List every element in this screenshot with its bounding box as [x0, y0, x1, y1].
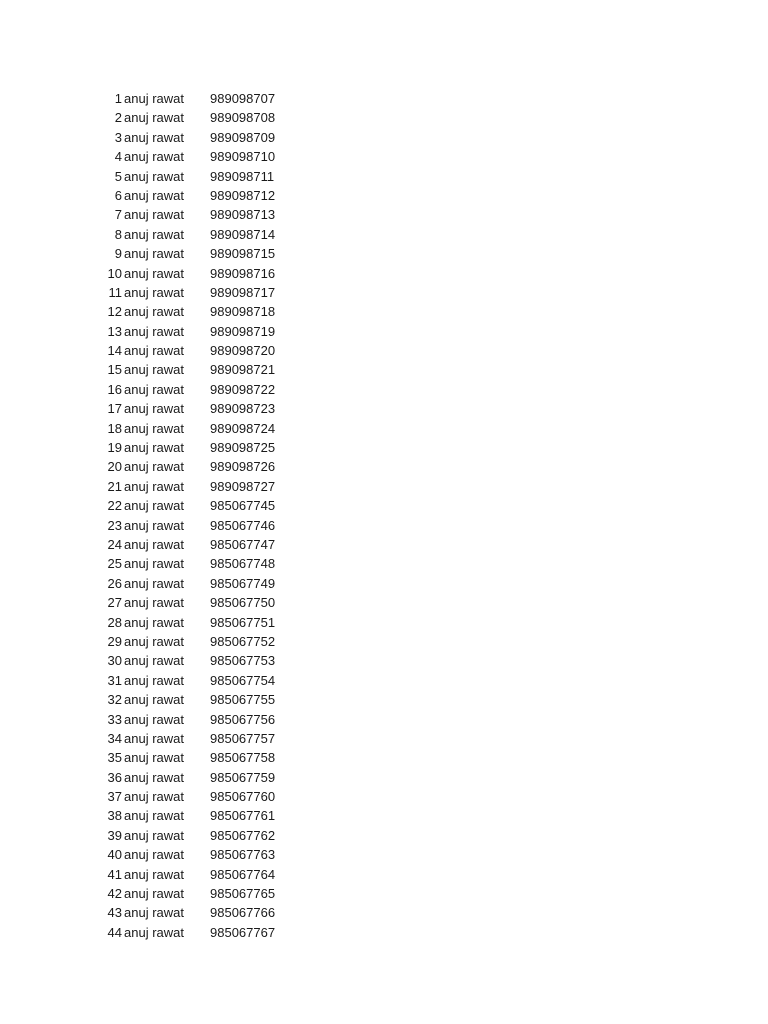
contact-number: 989098727	[210, 478, 276, 494]
contact-name: anuj rawat	[124, 459, 184, 475]
contact-number: 985067749	[210, 575, 276, 591]
contact-number: 985067754	[210, 672, 276, 688]
contact-number: 989098714	[210, 226, 276, 242]
row-number: 8	[114, 226, 122, 242]
contact-number: 989098725	[210, 440, 276, 456]
row-number: 35	[107, 750, 122, 766]
row-number: 6	[114, 187, 122, 203]
contact-number: 985067761	[210, 808, 276, 824]
contact-name: anuj rawat	[124, 827, 184, 843]
contact-number: 985067767	[210, 924, 276, 940]
row-number: 30	[107, 653, 122, 669]
row-number: 2	[114, 110, 122, 126]
contact-name: anuj rawat	[124, 866, 184, 882]
contact-number: 989098717	[210, 284, 276, 300]
contact-number: 989098723	[210, 401, 276, 417]
contact-number: 985067760	[210, 789, 276, 805]
row-number: 11	[108, 284, 122, 300]
row-number: 12	[107, 304, 122, 320]
contact-number: 985067755	[210, 692, 276, 708]
row-number: 37	[107, 789, 122, 805]
row-number: 13	[107, 323, 122, 339]
contact-number: 985067750	[210, 595, 276, 611]
row-number: 18	[107, 420, 122, 436]
contact-number: 989098726	[210, 459, 276, 475]
contact-name: anuj rawat	[124, 517, 184, 533]
row-number: 5	[114, 168, 122, 184]
row-number: 42	[107, 886, 122, 902]
contact-name: anuj rawat	[124, 246, 184, 262]
contact-name: anuj rawat	[124, 498, 184, 514]
row-number: 28	[107, 614, 122, 630]
contact-name: anuj rawat	[124, 110, 184, 126]
row-number: 4	[114, 149, 122, 165]
row-number: 21	[107, 478, 122, 494]
contact-name: anuj rawat	[124, 207, 184, 223]
contact-number: 985067758	[210, 750, 276, 766]
row-number: 14	[107, 343, 122, 359]
contact-number: 985067751	[210, 614, 276, 630]
row-number: 23	[107, 517, 122, 533]
row-number: 29	[107, 633, 122, 649]
contact-name: anuj rawat	[124, 730, 184, 746]
contact-name: anuj rawat	[124, 440, 184, 456]
contact-name: anuj rawat	[124, 905, 184, 921]
contact-name: anuj rawat	[124, 769, 184, 785]
contact-name: anuj rawat	[124, 323, 184, 339]
contact-name: anuj rawat	[124, 536, 184, 552]
contact-number: 989098719	[210, 323, 276, 339]
contact-number: 989098711	[210, 168, 275, 184]
contact-number: 985067747	[210, 536, 276, 552]
contact-number: 985067766	[210, 905, 276, 921]
contact-name: anuj rawat	[124, 304, 184, 320]
contact-name: anuj rawat	[124, 575, 184, 591]
contact-number: 989098710	[210, 149, 276, 165]
contact-name: anuj rawat	[124, 614, 184, 630]
contact-number: 985067764	[210, 866, 276, 882]
row-number: 25	[107, 556, 122, 572]
contact-number: 989098712	[210, 187, 276, 203]
contact-number: 985067759	[210, 769, 276, 785]
contact-name: anuj rawat	[124, 711, 184, 727]
contact-name: anuj rawat	[124, 401, 184, 417]
contact-name: anuj rawat	[124, 420, 184, 436]
contact-number: 989098720	[210, 343, 276, 359]
contact-name: anuj rawat	[124, 129, 184, 145]
row-number: 31	[107, 672, 122, 688]
contact-name: anuj rawat	[124, 168, 184, 184]
contact-number: 985067748	[210, 556, 276, 572]
row-number: 20	[107, 459, 122, 475]
contact-number: 985067763	[210, 847, 276, 863]
contact-name: anuj rawat	[124, 595, 184, 611]
row-number: 9	[114, 246, 122, 262]
row-number: 43	[107, 905, 122, 921]
row-number: 33	[107, 711, 122, 727]
contact-name: anuj rawat	[124, 284, 184, 300]
contact-number: 989098722	[210, 381, 276, 397]
row-number: 38	[107, 808, 122, 824]
contact-number: 985067753	[210, 653, 276, 669]
contact-name: anuj rawat	[124, 478, 184, 494]
contact-number: 985067745	[210, 498, 276, 514]
contact-name: anuj rawat	[124, 556, 184, 572]
contact-name: anuj rawat	[124, 789, 184, 805]
row-number: 32	[107, 692, 122, 708]
contact-name: anuj rawat	[124, 633, 184, 649]
row-number: 36	[107, 769, 122, 785]
contact-number: 989098724	[210, 420, 276, 436]
contact-name: anuj rawat	[124, 750, 184, 766]
contact-name: anuj rawat	[124, 187, 184, 203]
contact-name: anuj rawat	[124, 672, 184, 688]
contact-number: 989098715	[210, 246, 276, 262]
contact-name: anuj rawat	[124, 149, 184, 165]
contact-number: 985067752	[210, 633, 276, 649]
contact-number: 985067746	[210, 517, 276, 533]
contact-number: 989098718	[210, 304, 276, 320]
row-number: 10	[107, 265, 122, 281]
contact-name: anuj rawat	[124, 653, 184, 669]
contact-name: anuj rawat	[124, 847, 184, 863]
contact-number: 989098721	[210, 362, 276, 378]
contact-name: anuj rawat	[124, 808, 184, 824]
contact-name: anuj rawat	[124, 226, 184, 242]
row-number: 44	[107, 924, 122, 940]
row-number: 1	[114, 91, 122, 106]
row-number: 34	[107, 730, 122, 746]
row-number: 22	[107, 498, 122, 514]
contact-number: 989098713	[210, 207, 276, 223]
contact-number: 985067756	[210, 711, 276, 727]
contact-name: anuj rawat	[124, 692, 184, 708]
contact-name: anuj rawat	[124, 91, 184, 106]
contact-number: 985067765	[210, 886, 276, 902]
row-number: 17	[107, 401, 122, 417]
contact-number: 985067757	[210, 730, 276, 746]
row-number: 7	[114, 207, 122, 223]
contact-name: anuj rawat	[124, 343, 184, 359]
row-number: 15	[107, 362, 122, 378]
contact-name: anuj rawat	[124, 924, 184, 940]
row-number: 24	[107, 536, 122, 552]
contact-number: 985067762	[210, 827, 276, 843]
contact-number: 989098708	[210, 110, 276, 126]
row-number: 27	[107, 595, 122, 611]
row-number: 26	[107, 575, 122, 591]
contact-number: 989098707	[210, 91, 276, 106]
contact-number: 989098716	[210, 265, 276, 281]
contact-name: anuj rawat	[124, 265, 184, 281]
row-number: 16	[107, 381, 122, 397]
row-number: 39	[107, 827, 122, 843]
row-number: 41	[107, 866, 122, 882]
contact-name: anuj rawat	[124, 362, 184, 378]
contact-name: anuj rawat	[124, 381, 184, 397]
row-number: 40	[107, 847, 122, 863]
row-number: 3	[114, 129, 122, 145]
contact-name: anuj rawat	[124, 886, 184, 902]
contact-number: 989098709	[210, 129, 276, 145]
row-number: 19	[107, 440, 122, 456]
